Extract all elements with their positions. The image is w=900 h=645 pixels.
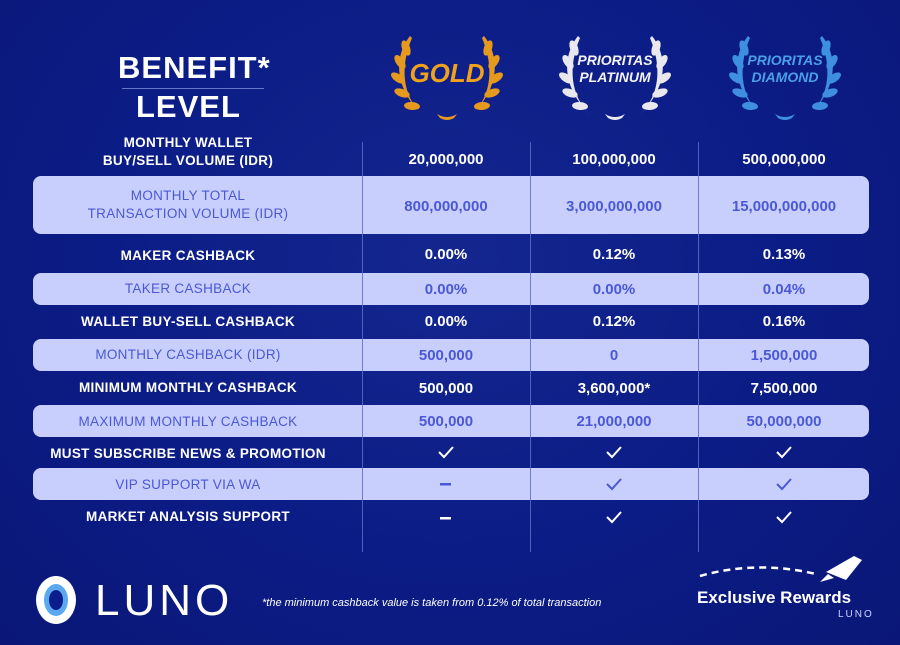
rocket-icon xyxy=(696,552,872,588)
cell-platinum: 100,000,000 xyxy=(572,151,656,168)
row-label-subscribe: MUST SUBSCRIBE NEWS & PROMOTION xyxy=(50,446,326,461)
check-icon xyxy=(774,476,794,492)
cell-gold: 0.00% xyxy=(424,281,468,298)
cell-gold xyxy=(363,476,529,492)
row-label-max-cashback: MAXIMUM MONTHLY CASHBACK xyxy=(78,414,298,429)
cell-platinum: 21,000,000 xyxy=(576,413,652,430)
cell-diamond: 0.16% xyxy=(762,313,806,330)
check-icon xyxy=(604,509,624,525)
check-icon xyxy=(604,476,624,492)
label-line: MONTHLY TOTAL xyxy=(130,188,246,203)
luno-logo-icon xyxy=(32,572,80,628)
dash-icon xyxy=(436,510,456,526)
cell-platinum: 0.12% xyxy=(592,246,636,263)
label-line: TRANSACTION VOLUME (IDR) xyxy=(87,206,289,221)
cell-gold: 20,000,000 xyxy=(408,151,484,168)
exclusive-rewards-brand: LUNO xyxy=(838,609,874,620)
cell-gold xyxy=(363,444,529,460)
cell-diamond xyxy=(699,509,869,525)
cell-diamond: 500,000,000 xyxy=(742,151,826,168)
level-title: LEVEL xyxy=(136,89,241,124)
gold-badge xyxy=(382,26,512,126)
check-icon xyxy=(604,444,624,460)
row-label-min-cashback: MINIMUM MONTHLY CASHBACK xyxy=(79,380,297,395)
row-label-wallet-volume xyxy=(33,134,343,170)
cell-diamond: 7,500,000 xyxy=(750,380,818,397)
cell-gold: 0.00% xyxy=(424,246,468,263)
luno-wordmark: LUNO xyxy=(95,576,234,625)
cell-platinum: 0.00% xyxy=(592,281,636,298)
cell-platinum: 0 xyxy=(609,347,619,364)
row-label-wallet-cashback: WALLET BUY-SELL CASHBACK xyxy=(81,314,295,329)
row-label-maker-cashback: MAKER CASHBACK xyxy=(120,248,256,263)
cell-platinum xyxy=(531,444,697,460)
row-label-vip-support: VIP SUPPORT VIA WA xyxy=(115,477,261,492)
benefit-title: BENEFIT* xyxy=(118,50,271,85)
cell-platinum: 0.12% xyxy=(592,313,636,330)
row-label-monthly-cashback: MONTHLY CASHBACK (IDR) xyxy=(95,347,281,362)
cell-diamond: 50,000,000 xyxy=(746,413,822,430)
cell-diamond xyxy=(699,444,869,460)
tier-gold-label: GOLD xyxy=(409,58,485,88)
tier-diamond-line1: PRIORITAS xyxy=(747,52,823,68)
cell-platinum xyxy=(531,476,697,492)
tier-platinum-line2: PLATINUM xyxy=(579,69,651,85)
exclusive-rewards-title: Exclusive Rewards xyxy=(697,588,852,607)
diamond-badge xyxy=(720,26,850,126)
cell-diamond xyxy=(699,476,869,492)
cell-platinum xyxy=(531,509,697,525)
cell-diamond: 0.04% xyxy=(762,281,806,298)
row-label-market-analysis: MARKET ANALYSIS SUPPORT xyxy=(86,509,290,524)
cell-diamond: 15,000,000,000 xyxy=(731,198,837,215)
label-line: BUY/SELL VOLUME (IDR) xyxy=(102,153,274,168)
tier-diamond-line2: DIAMOND xyxy=(751,69,819,85)
tier-platinum-label xyxy=(550,52,680,86)
label-line: MONTHLY WALLET xyxy=(123,135,253,150)
cell-platinum: 3,000,000,000 xyxy=(566,198,662,215)
check-icon xyxy=(436,444,456,460)
cell-diamond: 0.13% xyxy=(762,246,806,263)
row-label-taker-cashback: TAKER CASHBACK xyxy=(124,281,252,296)
cell-gold: 800,000,000 xyxy=(404,198,488,215)
footnote: *the minimum cashback value is taken from 0.12% of total transaction xyxy=(262,597,602,609)
cell-gold: 500,000 xyxy=(418,413,474,430)
tier-platinum-line1: PRIORITAS xyxy=(577,52,653,68)
cell-gold: 500,000 xyxy=(418,380,474,397)
check-icon xyxy=(774,509,794,525)
cell-diamond: 1,500,000 xyxy=(750,347,818,364)
cell-platinum: 3,600,000* xyxy=(577,380,651,397)
tier-diamond-label xyxy=(720,52,850,86)
check-icon xyxy=(774,444,794,460)
platinum-badge xyxy=(550,26,680,126)
cell-gold: 500,000 xyxy=(418,347,474,364)
cell-gold xyxy=(363,510,529,526)
dash-icon xyxy=(436,476,456,492)
row-label-total-volume xyxy=(33,187,343,223)
cell-gold: 0.00% xyxy=(424,313,468,330)
